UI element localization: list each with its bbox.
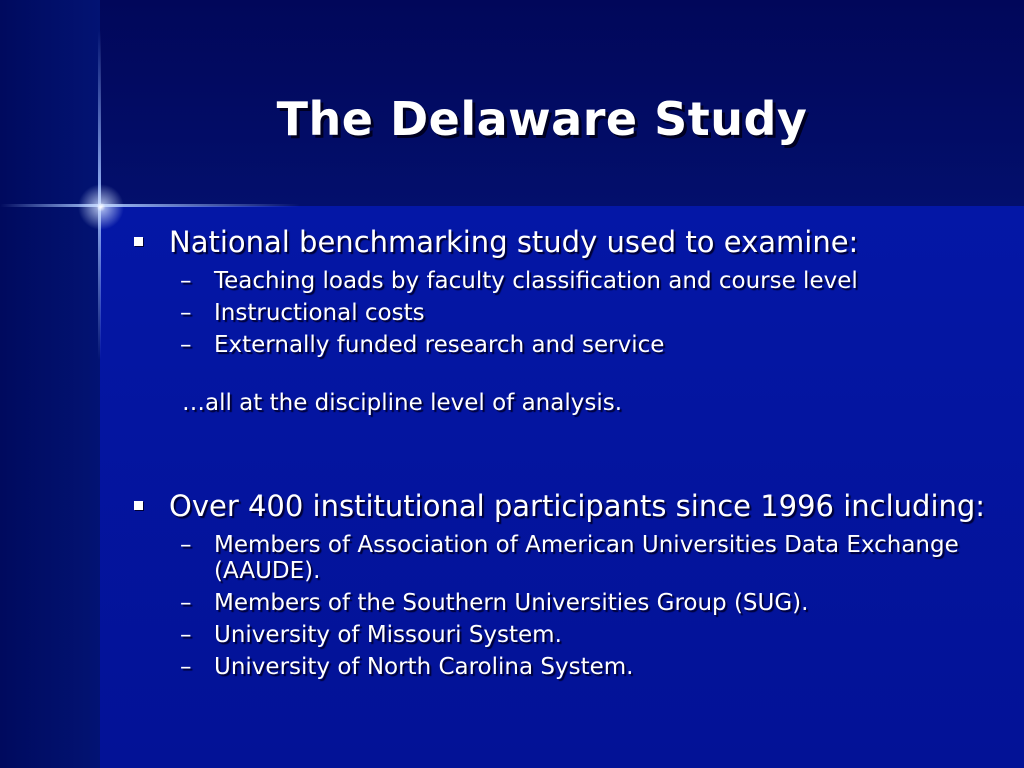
sub-item-teaching-loads: [132, 268, 1022, 294]
dash-icon: –: [180, 654, 192, 680]
bullet-text: Over 400 institutional participants since 1996 including:: [169, 489, 986, 523]
sub-item-north-carolina: [132, 654, 1022, 680]
slide-title: The Delaware Study: [276, 92, 808, 146]
sub-item-text: Instructional costs: [214, 300, 425, 326]
dash-icon: –: [180, 332, 192, 358]
bullet-item-benchmarking: [132, 222, 1022, 262]
sub-item-instructional-costs: [132, 300, 1022, 326]
bullet-item-participants: [132, 486, 1022, 526]
spacer: [132, 418, 1022, 486]
sub-item-sug: [132, 590, 1022, 616]
bullet-text: National benchmarking study used to examine:: [169, 225, 859, 259]
bullet-square-icon: [134, 237, 143, 246]
discipline-level-note: …all at the discipline level of analysis.: [182, 390, 623, 416]
sub-item-text: Members of Association of American Universities Data Exchange (AAUDE).: [214, 532, 959, 584]
dash-icon: –: [180, 300, 192, 326]
dash-icon: –: [180, 268, 192, 294]
sub-item-aaude: [132, 532, 1022, 584]
decorative-star-glow: [74, 180, 128, 234]
sub-item-research-service: [132, 332, 1022, 358]
dash-icon: –: [180, 590, 192, 616]
sub-item-text: Teaching loads by faculty classification and course level: [214, 268, 858, 294]
decorative-horizontal-line: [0, 204, 300, 207]
sub-item-text: Members of the Southern Universities Group (SUG).: [214, 590, 809, 616]
dash-icon: –: [180, 532, 192, 558]
sub-item-text: University of North Carolina System.: [214, 654, 634, 680]
slide-content: [132, 222, 1022, 680]
bullet-square-icon: [134, 501, 143, 510]
sub-item-text: Externally funded research and service: [214, 332, 665, 358]
sub-item-missouri: [132, 622, 1022, 648]
sub-item-text: University of Missouri System.: [214, 622, 562, 648]
dash-icon: –: [180, 622, 192, 648]
